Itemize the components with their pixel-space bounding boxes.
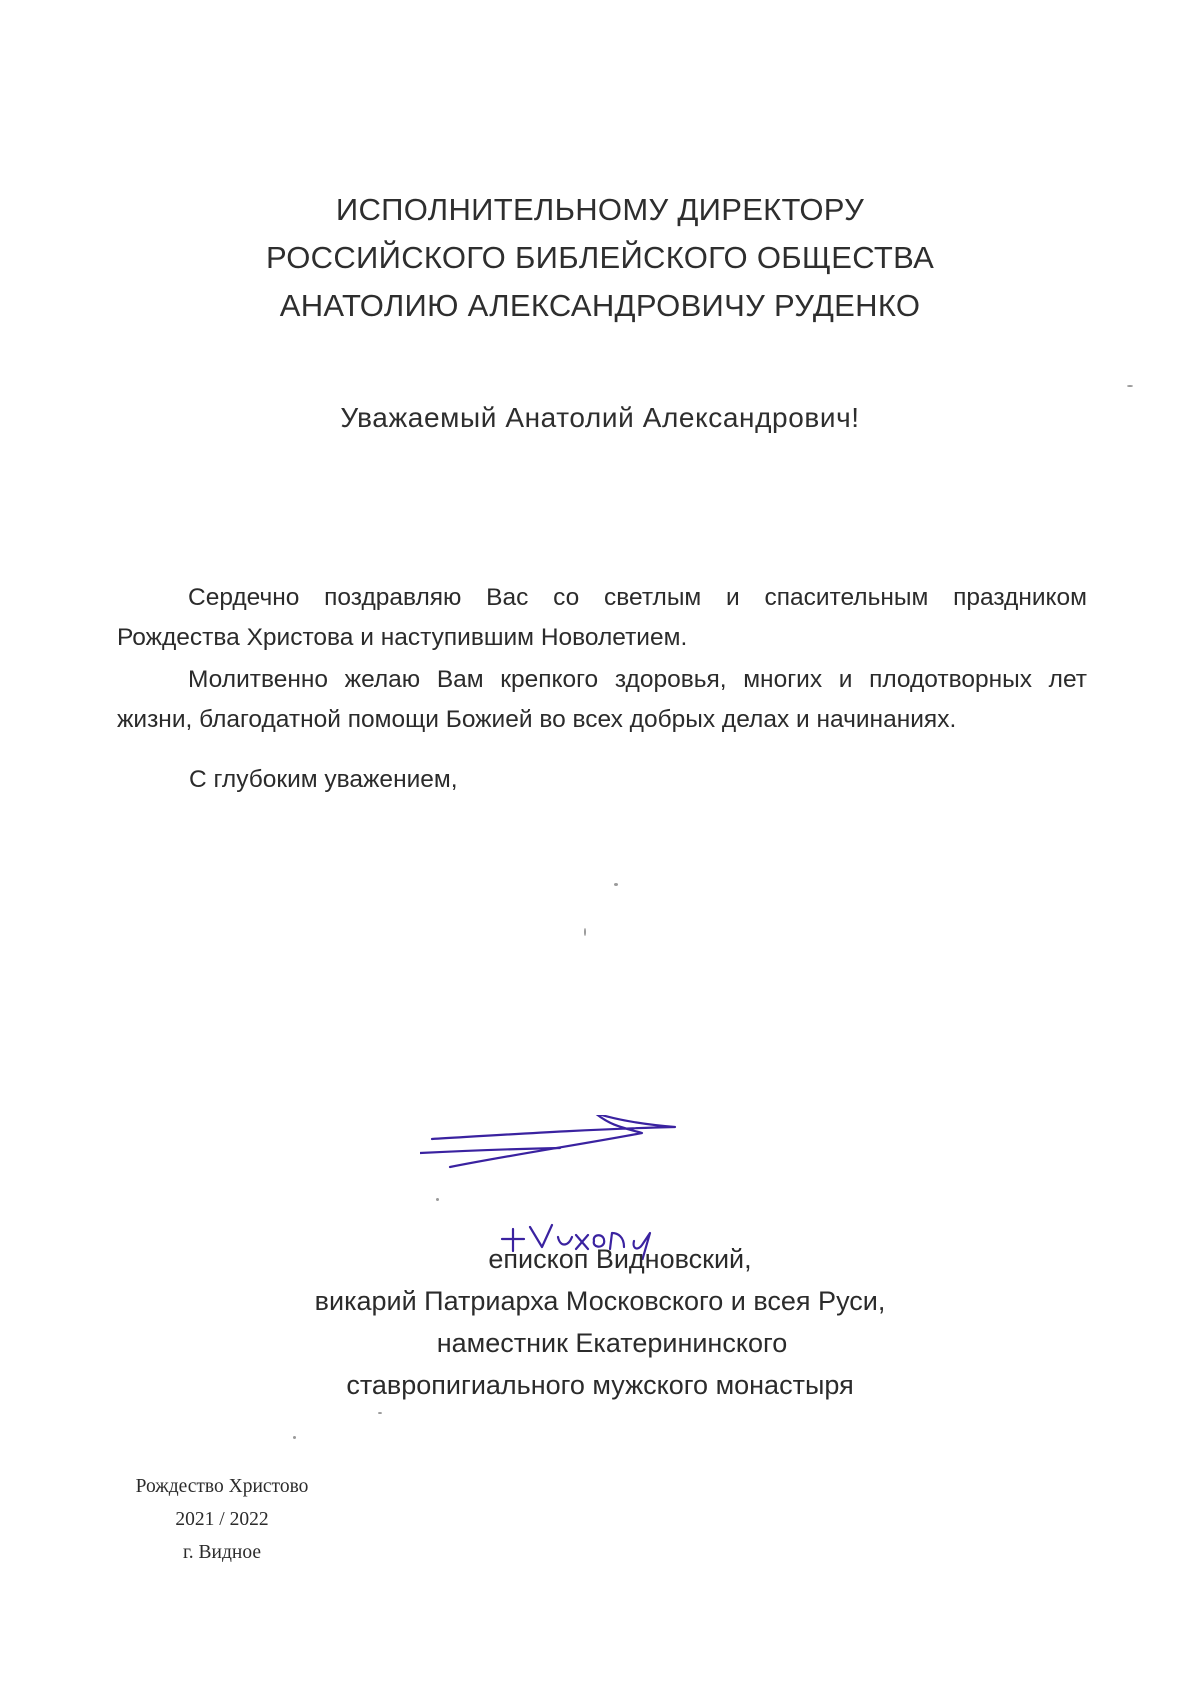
scan-speck: [436, 1198, 439, 1201]
addressee-line-3: АНАТОЛИЮ АЛЕКСАНДРОВИЧУ РУДЕНКО: [279, 288, 921, 323]
footer-block: [107, 1470, 337, 1569]
scan-speck: [584, 928, 586, 936]
addressee-line-1: ИСПОЛНИТЕЛЬНОМУ ДИРЕКТОРУ: [335, 192, 865, 227]
salutation: Уважаемый Анатолий Александрович!: [340, 402, 860, 433]
scan-speck: [1127, 385, 1133, 387]
signer-line-2: викарий Патриарха Московского и всея Руси,: [314, 1286, 886, 1316]
letter-body: [117, 578, 1087, 742]
addressee-block: [0, 186, 1200, 330]
scan-speck: [293, 1436, 296, 1439]
signature-flourish: [432, 1115, 675, 1167]
signer-line-4: ставропигиального мужского монастыря: [346, 1370, 854, 1400]
body-paragraph-1: Сердечно поздравляю Вас со светлым и спасительным праздником Рождества Христова и наступившим Новолетием.: [117, 584, 1087, 651]
footer-occasion: Рождество Христово: [135, 1476, 309, 1497]
scan-speck: [378, 1412, 382, 1414]
footer-years: 2021 / 2022: [175, 1509, 269, 1530]
signer-line-1: епископ Видновский,: [488, 1244, 752, 1274]
signer-line-3: наместник Екатерининского: [436, 1328, 788, 1358]
scan-speck: [614, 883, 618, 886]
addressee-line-2: РОССИЙСКОГО БИБЛЕЙСКОГО ОБЩЕСТВА: [265, 240, 935, 275]
body-paragraph-2: Молитвенно желаю Вам крепкого здоровья, многих и плодотворных лет жизни, благодатной помощи Божией во всех добрых делах и начинаниях.: [117, 666, 1087, 733]
footer-place: г. Видное: [183, 1542, 261, 1563]
closing-phrase: С глубоким уважением,: [189, 766, 458, 793]
signer-block: [0, 1238, 1200, 1406]
